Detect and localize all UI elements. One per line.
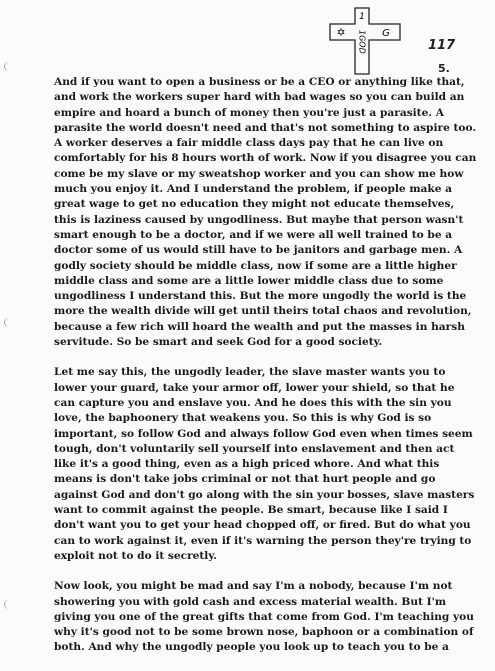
- corner-handwritten-number: 117: [428, 38, 456, 53]
- paragraph: And if you want to open a business or be a CEO or anything like that, and work the workers super hard with bad wages so you can build an empire and hoard a bunch of money then you're just a parasite. A parasite the world doesn't need and that's not something to aspire too. A worker deserves a fair middle class days pay that he can live on comfortably for his 8 hours worth of work. Now if you disagree you can come be my slave or my sweatshop worker and you can show me how much you enjoy it. And I understand the problem, if people make a great wage to get no education they might not educate themselves, this is laziness caused by ungodliness. But maybe that person wasn't smart enough to be a doctor, and if we were all well trained to be a doctor some of us would still have to be janitors and garbage men. A godly society should be middle class, now if some are a little higher middle class and some are a little lower middle class due to some ungodliness I understand this. But the more ungodly the world is the more the wealth divide will get until theirs total chaos and revolution, because a few rich will hoard the wealth and put the masses in harsh servitude. So be smart and seek God for a good society.: [54, 76, 477, 349]
- cross-left-star: ✡: [336, 26, 346, 39]
- cross-vertical-text: 1GOD: [357, 30, 367, 54]
- punch-hole-mark: [4, 600, 14, 609]
- cross-top-digit: 1: [359, 12, 365, 22]
- body-text: [54, 75, 478, 671]
- punch-hole-mark: [4, 62, 14, 71]
- punch-hole-mark: [4, 318, 14, 327]
- paragraph: Let me say this, the ungodly leader, the slave master wants you to lower your guard, take your armor off, lower your shield, so that he can capture you and enslave you. And he does this with the sin you love, the baphoonery that weakens you. So this is why God is so important, so follow God and always follow God even when times seem tough, don't voluntarily sell yourself into enslavement and then act like it's a good thing, even as a high priced whore. And what this means is don't take jobs criminal or not that hurt people and go against God and don't go along with the sin your bosses, slave masters want to commit against the people. Be smart, because like I said I don't want you to get your head chopped off, or fired. But do what you can to work against it, even if it's warning the person they're trying to exploit not to do it secretly.: [54, 366, 475, 562]
- page-number: 5.: [438, 62, 450, 75]
- hand-drawn-cross: [328, 6, 404, 76]
- cross-right-letter: G: [382, 28, 390, 39]
- paragraph: Now look, you might be mad and say I'm a nobody, because I'm not showering you with gold cash and excess material wealth. But I'm giving you one of the great gifts that come from God. I'm teaching you why it's good not to be some brown nose, baphoon or a combination of both. And why the ungodly people you look up to teach you to be a: [54, 580, 474, 654]
